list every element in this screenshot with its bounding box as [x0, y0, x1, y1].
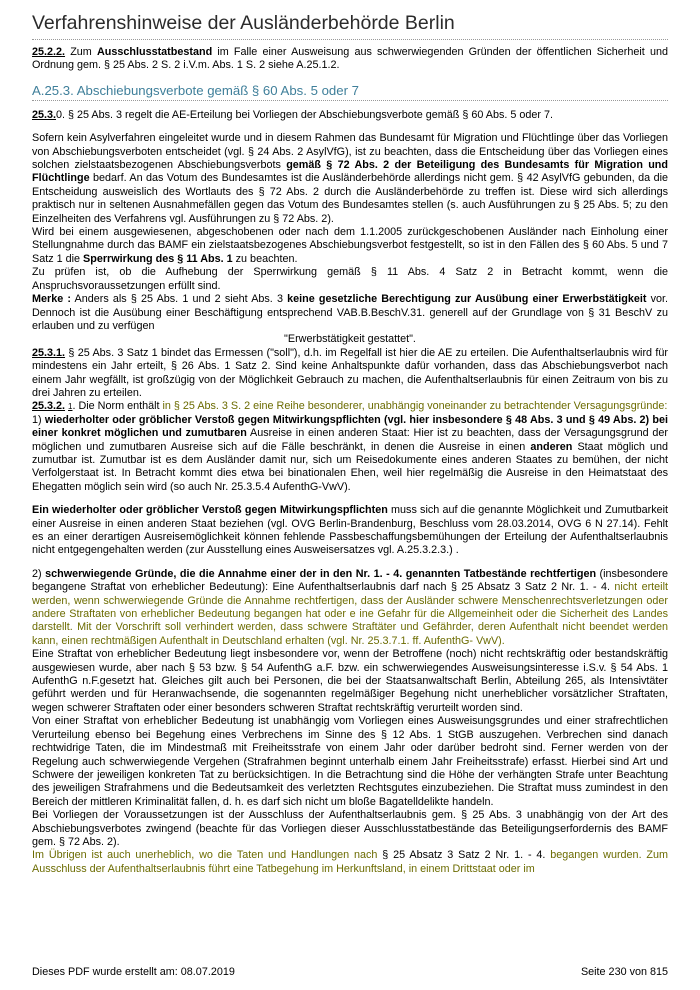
document-title: Verfahrenshinweise der Ausländerbehörde Berlin — [32, 8, 668, 40]
text-run: "Erwerbstätigkeit gestattet". — [284, 333, 416, 346]
bold-text: Ein wiederholter oder gröblicher Verstoß gegen Mitwirkungspflichten — [32, 504, 388, 517]
text-run: im Falle einer Ausweisung aus schwerwiegenden Gründen der öffentlichen Sicherheit und Ordnung gem. § 25 Abs. 2 S. 2 i.V.m. Abs. 1 S. 2 siehe A.25.1.2. — [32, 46, 668, 72]
text-run: Von einer Straftat von erheblicher Bedeutung ist unabhängig vom Vorliegen eines Ausweisungsgrundes und einer strafrechtlichen Verurteilung ebenso bei Begehung eines Verbrechens im Sinne des § 12 Abs. 1 StGB auszugehen. Verbrechen sind danach rechtwidrige Taten, die im Mindestmaß mit Freiheitsstrafe von einem Jahr oder darüber bedroht sind. Ferner werden von der Regelung auch schwerwiegende Vergehen (Strafrahmen beginnt unterhalb einem Jahr Freiheitsstrafe) erfasst. Hierbei sind Art und Schwere der jeweiligen konkreten Tat zu berücksichtigen. In die Betrachtung sind die Höhe der verhängten Strafe unter Beachtung des jeweiligen Strafrahmens und die Bedeutsamkeit des verletzten Rechtsgutes einzubeziehen. Die Straftat muss zumindest in den Bereich der mittleren Kriminalität fallen, d. h. es darf sich nicht um bloße Bagatelldelikte handeln. — [32, 715, 668, 808]
text-paragraph — [32, 809, 668, 849]
highlighted-text: in § 25 Abs. 3 S. 2 eine Reihe besonderer, unabhängig voneinander zu betrachtender Versagungsgründe: — [162, 400, 668, 413]
text-run: Wird bei einem ausgewiesenen, abgeschobenen oder nach dem 1.1.2005 zurückgeschobenen Ausländer nach Einholung einer Stellungnahme durch das BAMF ein zielstaatsbezogenes Abschiebungsverbot festgestellt, so ist in den Fällen des § 60 Abs. 5 und 7 Satz 1 die — [32, 226, 668, 265]
text-paragraph — [32, 293, 668, 333]
text-paragraph — [32, 109, 668, 122]
text-run: Staat möglich und zumutbar ist. Zumutbar ist es dem Ausländer damit nur, sich um Reisedokumente eines anderen Staates zu bemühen, der nicht Verfolgerstaat ist. In Betracht kommt dies etwa bei binationalen Ehen, weil hier regelmäßig die Ausreise in den Heimatstaat des Ehegatten möglich sein wird (so auch Nr. 25.3.5.4 AufenthG-VwV). — [32, 440, 668, 493]
highlighted-text: begangen wurden. Zum Ausschluss der Aufenthaltserlaubnis führt eine Tatbegehung im Herkunftsland, in einem Drittstaat oder im — [32, 849, 669, 875]
text-paragraph — [32, 266, 668, 293]
text-paragraph — [32, 132, 668, 226]
text-run: § 25 Absatz 3 Satz 2 Nr. 1. - 4. — [382, 849, 551, 862]
bold-text: schwerwiegende Gründe, die die Annahme einer der in den Nr. 1. - 4. genannten Tatbestände rechtfertigen — [45, 567, 597, 580]
highlighted-text: Im Übrigen ist auch unerheblich, wo die Taten und Handlungen nach — [32, 849, 383, 862]
bold-text: Sperrwirkung des § 11 Abs. 1 — [83, 252, 233, 265]
text-run: (insbesondere begangene Straftat von erheblicher Bedeutung): Eine Aufenthaltserlaubnis darf nach § 25 Absatz 3 Satz 2 Nr. 1. - 4. — [32, 567, 668, 594]
text-run: 0. § 25 Abs. 3 regelt die AE-Erteilung bei Vorliegen der Abschiebungsverbote gemäß § 60 Abs. 5 oder 7. — [56, 108, 553, 121]
text-paragraph — [32, 333, 668, 346]
section-number: 25.2.2. — [32, 46, 66, 58]
highlighted-text: nicht erteilt werden, wenn schwerwiegende Gründe die Annahme rechtfertigen, dass der Ausländer schwere Menschenrechtsverletzungen oder andere Straftaten von erheblicher Bedeutung begangen hat oder e ine Gefahr für die Allgemeinheit oder die Sicherheit des Landes darstellt. Mit der Vorschrift soll verhindert werden, dass schwere Straftäter und Gefährder, deren Aufenthalt nicht beendet werden kann, einen rechtmäßigen Aufenthalt in Deutschland erhalten (vgl. Nr. 25.3.7.1. ff. AufenthG- VwV). — [32, 581, 668, 647]
text-paragraph — [32, 226, 668, 266]
text-run: bedarf. An das Votum des Bundesamtes ist die Ausländerbehörde allerdings nicht gem. § 42 AsylVfG gebunden, da die Entscheidung ausweislich des Wortlauts des § 72 Abs. 2 durch die Ausländerbehörde zu treffen ist. Diese wird sich allerdings praktisch nur in seltenen Ausnahmefällen gegen das Votum des Bundesamtes stellen (s. auch Ausführungen zu § 25 Abs. 5; zu den Einzelheiten des Verfahrens vgl. Ausführungen zu § 72 Abs. 2). — [32, 172, 668, 225]
text-paragraph — [32, 504, 668, 558]
text-run: 2) — [32, 567, 46, 580]
text-paragraph — [32, 849, 668, 876]
text-paragraph — [32, 715, 668, 809]
text-run: Bei Vorliegen der Voraussetzungen ist der Ausschluss der Aufenthaltserlaubnis gem. § 25 Abs. 3 unabhängig von der Art des Abschiebungsverbotes zwingend (beachte für das Vorliegen dieser Ausschlusstatbestände das Beteiligungserfordernis des BAMF gem. § 72 Abs. 2). — [32, 809, 668, 848]
section-number: 25.3.2. — [32, 400, 66, 413]
text-paragraph — [32, 347, 668, 401]
bold-text: Ausschlusstatbestand — [96, 46, 213, 58]
bold-text: anderen — [530, 440, 573, 453]
text-paragraph — [32, 414, 668, 494]
section-number: 25.3.1. — [32, 346, 66, 359]
text-run: 1) — [32, 413, 45, 426]
bold-text: Merke : — [32, 293, 71, 306]
text-run: vor. Dennoch ist die Ausübung einer Beschäftigung entsprechend VAB.B.BeschV.31. generell auf der Grundlage von § 31 BeschV zu erlauben und zu verfügen — [32, 293, 668, 332]
text-paragraph — [32, 568, 668, 648]
text-run: Eine Straftat von erheblicher Bedeutung liegt insbesondere vor, wenn der Betroffene (noch) nicht rechtskräftig oder bestandskräftig ausgewiesen wurde, aber nach § 53 bzw. § 54 AufenthG a.F. bzw. ein schwerwiegendes Ausweisungsinteresse i.S.v. § 54 Abs. 1 AufenthG n.F.gesetzt hat. Gleiches gilt auch bei Personen, die bei der Staatsanwaltschaft Berlin, Abteilung 265, als Intensivtäter geführt werden und für Heranwachsende, die sogenannten regelmäßiger Begehung nicht unerheblicher vorsätzlicher Straftaten, wegen schwerer Straftaten oder einer besonders schweren Straftat rechtskräftig verurteilt worden sind. — [32, 648, 668, 714]
text-run: Zum — [65, 46, 97, 58]
section-number: 25.3. — [32, 108, 57, 121]
footnote-marker: 1 — [68, 402, 73, 412]
text-run: . Die Norm enthält — [72, 400, 163, 413]
text-run: zu beachten. — [232, 252, 298, 265]
text-run: Zu prüfen ist, ob die Aufhebung der Sperrwirkung gemäß § 11 Abs. 4 Satz 2 in Betracht kommt, wenn die Anspruchsvoraussetzungen erfüllt sind. — [32, 266, 668, 292]
text-run: Sofern kein Asylverfahren eingeleitet wurde und in diesem Rahmen das Bundesamt für Migration und Flüchtlinge über das Vorliegen von Abschiebungsverboten entscheidet (vgl. § 24 Abs. 2 AsylVfG), ist zu beachten, dass die Entscheidung über das Vorliegen eines solchen zielstaatsbezogenen Abschiebungsverbots — [32, 132, 668, 172]
text-run: Ausreise in einen anderen Staat: Hier ist zu beachten, dass der Versagungsgrund der möglichen und zumutbaren Ausreise sich auf die Fälle beschränkt, in denen die Ausreise in einen — [32, 427, 668, 453]
text-run: Anders als § 25 Abs. 1 und 2 sieht Abs. 3 — [70, 293, 288, 306]
document-body — [32, 42, 668, 876]
footer-created-date: Dieses PDF wurde erstellt am: 08.07.2019 — [32, 966, 235, 978]
text-paragraph — [32, 400, 668, 413]
text-run: muss sich auf die genannte Möglichkeit und Zumutbarkeit einer Ausreise in einen anderen Staat beziehen (vgl. OVG Berlin-Brandenburg, Beschluss vom 28.03.2014, OVG 6 N 27.14). Fehlt es an einer derartigen Ausreisemöglichkeit können fehlende Passbeschaffungsbemühungen der Erteilung der Aufenthaltserlaubnis nicht entgegengehalten werden (zur Ausstellung eines Ausweisersatzes vgl. A.25.3.2.3.) . — [32, 504, 669, 557]
text-run: § 25 Abs. 3 Satz 1 bindet das Ermessen ("soll"), d.h. im Regelfall ist hier die AE zu erteilen. Die Aufenthaltserlaubnis wird für mindestens ein Jahr erteilt, § 26 Abs. 1 Satz 2. Sind keine Anhaltspunkte dafür vorhanden, dass das Abschiebungsverbot nach einem Jahr wegfällt, ist großzügig von der Möglichkeit Gebrauch zu machen, die Aufenthaltserlaubnis für einen Zeitraum von bis zu drei Jahren zu erteilen. — [32, 346, 668, 399]
bold-text: wiederholter oder gröblicher Verstoß gegen Mitwirkungspflichten (vgl. hier insbesondere § 48 Abs. 3 und § 49 Abs. 2) bei einer konkret möglichen und zumutbaren — [32, 413, 668, 440]
section-heading: A.25.3. Abschiebungsverbote gemäß § 60 Abs. 5 oder 7 — [32, 82, 668, 101]
text-paragraph — [32, 648, 668, 715]
bold-text: keine gesetzliche Berechtigung zur Ausübung einer Erwerbstätigkeit — [287, 293, 647, 306]
text-paragraph — [32, 46, 668, 73]
bold-text: gemäß § 72 Abs. 2 der Beteiligung des Bundesamts für Migration und Flüchtlinge — [32, 159, 668, 185]
footer-page-number: Seite 230 von 815 — [580, 966, 668, 978]
